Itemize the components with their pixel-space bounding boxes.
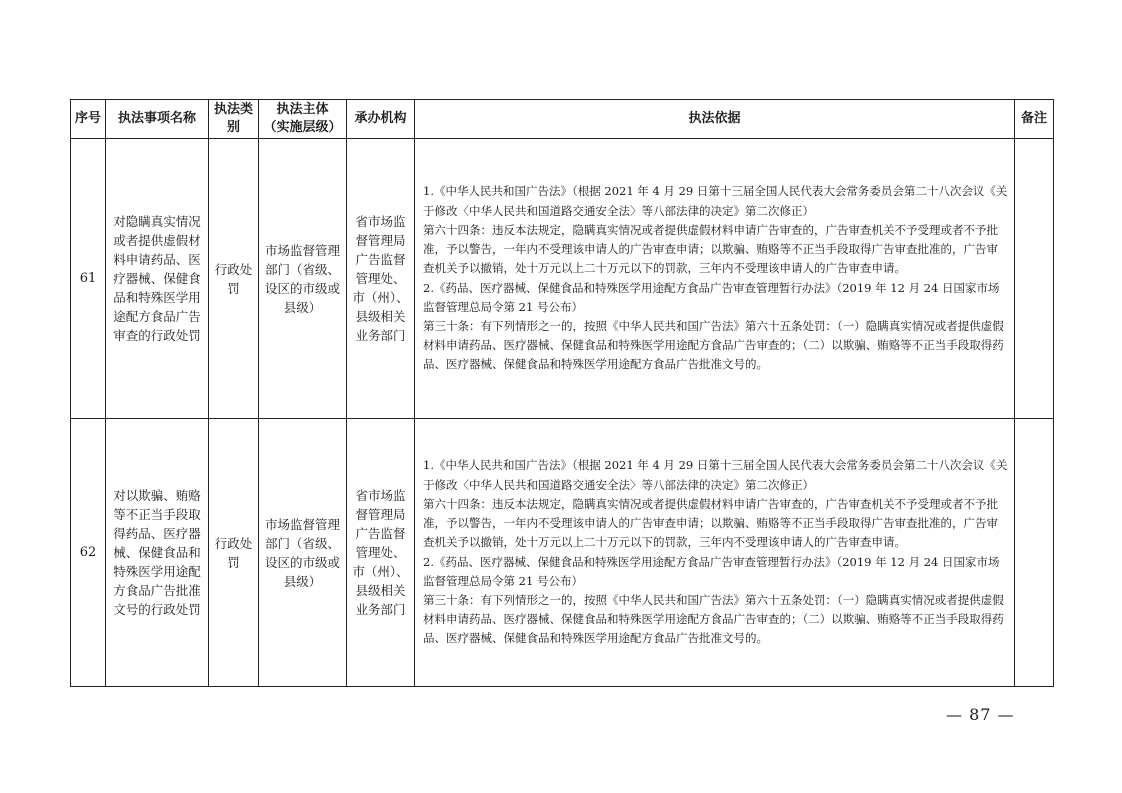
cell-seq: 62 <box>71 419 106 687</box>
cell-dept-text: 省市场监督管理局广告监督管理处、市（州）、县级相关业务部门 <box>352 214 409 343</box>
cell-item <box>106 139 209 419</box>
cell-item-text: 对以欺骗、贿赂等不正当手段取得药品、医疗器械、保健食品和特殊医学用途配方食品广告批准文号的行政处罚 <box>113 488 201 617</box>
header-remark <box>1015 100 1054 139</box>
header-category <box>209 100 259 139</box>
basis-para: 1.《中华人民共和国广告法》（根据 2021 年 4 月 29 日第十三届全国人民代表大会常务委员会第二十八次会议《关于修改〈中华人民共和国道路交通安全法〉等八部法律的决定》第二次修正） <box>423 184 1008 218</box>
cell-category <box>209 139 259 419</box>
cell-remark <box>1015 419 1054 687</box>
basis-para: 第六十四条：违反本法规定，隐瞒真实情况或者提供虚假材料申请广告审查的，广告审查机关不予受理或者不予批准，予以警告，一年内不受理该申请人的广告审查申请；以欺骗、贿赂等不正当手段取得广告审查批准的，广告审查机关予以撤销，处十万元以上二十万元以下的罚款，三年内不受理该申请人的广告审查申请。 <box>423 222 998 276</box>
header-basis <box>415 100 1015 139</box>
page-number: — 87 — <box>946 705 1015 724</box>
header-row <box>71 100 1054 139</box>
header-remark-label: 备注 <box>1020 111 1047 126</box>
cell-category-text: 行政处罚 <box>214 535 253 570</box>
cell-dept-text: 省市场监督管理局广告监督管理处、市（州）、县级相关业务部门 <box>352 488 409 617</box>
basis-para: 第六十四条：违反本法规定，隐瞒真实情况或者提供虚假材料申请广告审查的，广告审查机关不予受理或者不予批准，予以警告，一年内不受理该申请人的广告审查申请；以欺骗、贿赂等不正当手段取得广告审查批准的，广告审查机关予以撤销，处十万元以上二十万元以下的罚款，三年内不受理该申请人的广告审查申请。 <box>423 496 998 550</box>
cell-category-text: 行政处罚 <box>214 261 253 296</box>
header-dept <box>347 100 415 139</box>
basis-para: 2.《药品、医疗器械、保健食品和特殊医学用途配方食品广告审查管理暂行办法》（2019 年 12 月 24 日国家市场监督管理总局令第 21 号公布） <box>423 280 1000 314</box>
header-category-label: 执法类别 <box>213 102 253 135</box>
header-subject <box>259 100 347 139</box>
cell-basis <box>415 419 1015 687</box>
cell-item-text: 对隐瞒真实情况或者提供虚假材料申请药品、医疗器械、保健食品和特殊医学用途配方食品广告审查的行政处罚 <box>113 214 201 343</box>
cell-category <box>209 419 259 687</box>
header-seq-label: 序号 <box>74 111 101 126</box>
header-basis-label: 执法依据 <box>688 111 741 126</box>
cell-basis <box>415 139 1015 419</box>
cell-item <box>106 419 209 687</box>
header-item <box>106 100 209 139</box>
cell-dept <box>347 419 415 687</box>
cell-subject-text: 市场监督管理部门（省级、设区的市级或县级） <box>264 516 340 589</box>
basis-para: 2.《药品、医疗器械、保健食品和特殊医学用途配方食品广告审查管理暂行办法》（2019 年 12 月 24 日国家市场监督管理总局令第 21 号公布） <box>423 554 1000 588</box>
cell-subject <box>259 419 347 687</box>
basis-para: 第三十条：有下列情形之一的，按照《中华人民共和国广告法》第六十五条处罚：（一）隐瞒真实情况或者提供虚假材料申请药品、医疗器械、保健食品和特殊医学用途配方食品广告审查的；（二）以欺骗、贿赂等不正当手段取得药品、医疗器械、保健食品和特殊医学用途配方食品广告批准文号的。 <box>423 318 1004 372</box>
cell-subject <box>259 139 347 419</box>
cell-subject-text: 市场监督管理部门（省级、设区的市级或县级） <box>264 242 340 315</box>
cell-remark <box>1015 139 1054 419</box>
basis-para: 第三十条：有下列情形之一的，按照《中华人民共和国广告法》第六十五条处罚：（一）隐瞒真实情况或者提供虚假材料申请药品、医疗器械、保健食品和特殊医学用途配方食品广告审查的；（二）以欺骗、贿赂等不正当手段取得药品、医疗器械、保健食品和特殊医学用途配方食品广告批准文号的。 <box>423 592 1004 646</box>
header-subject-line2: （实施层级） <box>263 120 342 135</box>
cell-dept <box>347 139 415 419</box>
header-item-label: 执法事项名称 <box>117 111 196 126</box>
table-row <box>71 139 1054 419</box>
header-seq <box>71 100 106 139</box>
enforcement-table <box>70 99 1054 687</box>
header-subject-line1: 执法主体 <box>276 102 329 117</box>
cell-seq: 61 <box>71 139 106 419</box>
basis-para: 1.《中华人民共和国广告法》（根据 2021 年 4 月 29 日第十三届全国人民代表大会常务委员会第二十八次会议《关于修改〈中华人民共和国道路交通安全法〉等八部法律的决定》第二次修正） <box>423 458 1008 492</box>
header-dept-label: 承办机构 <box>354 111 407 126</box>
table-row <box>71 419 1054 687</box>
